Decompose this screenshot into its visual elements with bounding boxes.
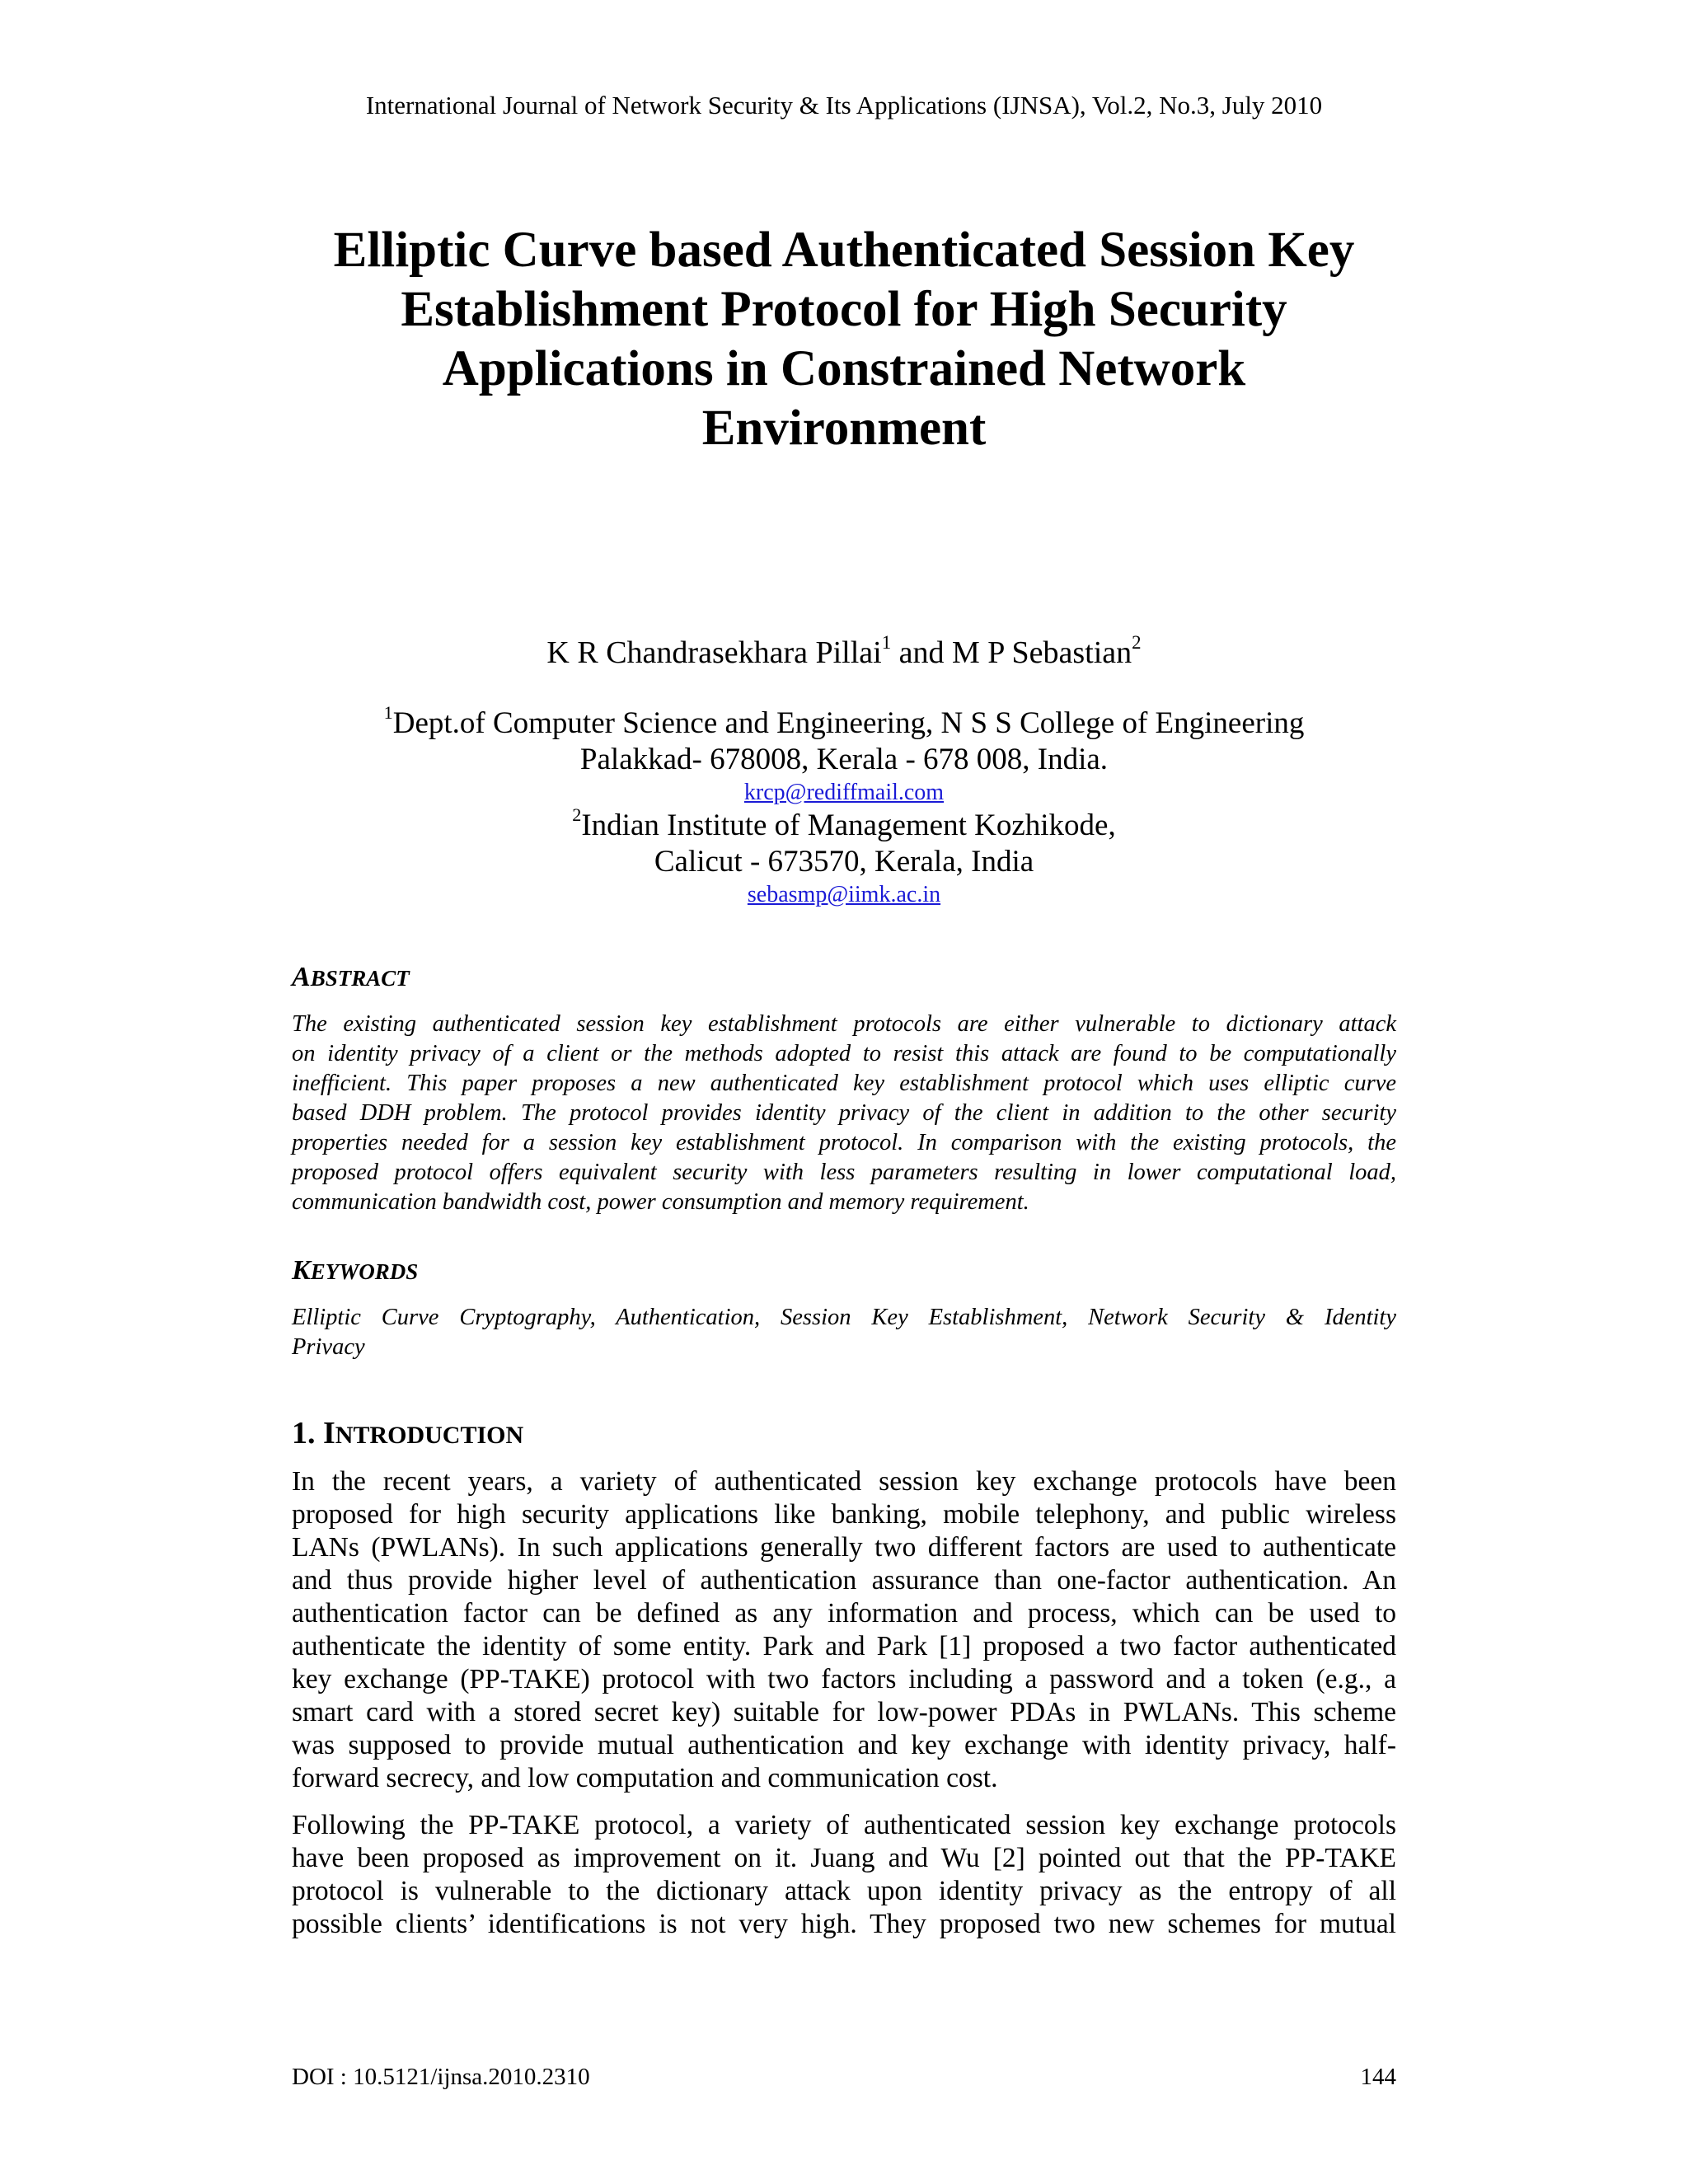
email-link[interactable]: krcp@rediffmail.com bbox=[743, 780, 945, 805]
body-line: proposed for high security applications like banking, mobile telephony, and public wireless bbox=[292, 1499, 1396, 1530]
author-list bbox=[0, 633, 1688, 673]
abstract-heading: ABSTRACT bbox=[292, 962, 410, 992]
author-affil-marker: 2 bbox=[1132, 631, 1142, 653]
keywords-line: Privacy bbox=[292, 1334, 365, 1360]
abstract-line: based DDH problem. The protocol provides identity privacy of the client in addition to the other security bbox=[292, 1100, 1396, 1126]
introduction-heading: 1. INTRODUCTION bbox=[292, 1416, 524, 1451]
abstract-line: on identity privacy of a client or the methods adopted to resist this attack are found to be computationally bbox=[292, 1041, 1396, 1066]
intro-paragraph-1 bbox=[292, 1465, 1396, 1795]
running-header: International Journal of Network Security & Its Applications (IJNSA), Vol.2, No.3, July 2010 bbox=[365, 91, 1323, 120]
email-2 bbox=[0, 881, 1688, 909]
affiliation-2 bbox=[0, 804, 1688, 844]
abstract-line: communication bandwidth cost, power consumption and memory requirement. bbox=[292, 1189, 1029, 1215]
title-line: Applications in Constrained Network bbox=[442, 341, 1246, 396]
abstract-line: properties needed for a session key establishment protocol. In comparison with the existing protocols, the bbox=[292, 1130, 1396, 1155]
paper-title bbox=[247, 221, 1441, 458]
body-line: protocol is vulnerable to the dictionary attack upon identity privacy as the entropy of all bbox=[292, 1876, 1396, 1906]
abstract-text bbox=[292, 1010, 1396, 1217]
body-line: key exchange (PP-TAKE) protocol with two factors including a password and a token (e.g., a bbox=[292, 1664, 1396, 1694]
abstract-line: proposed protocol offers equivalent security with less parameters resulting in lower computational load, bbox=[292, 1160, 1396, 1185]
body-line: In the recent years, a variety of authenticated session key exchange protocols have been bbox=[292, 1466, 1396, 1497]
author-affil-marker: 1 bbox=[881, 631, 892, 653]
email-1 bbox=[0, 779, 1688, 807]
email-link[interactable]: sebasmp@iimk.ac.in bbox=[747, 882, 941, 907]
body-line: LANs (PWLANs). In such applications generally two different factors are used to authenticate bbox=[292, 1532, 1396, 1563]
keywords-heading: KEYWORDS bbox=[292, 1255, 419, 1286]
body-line: authentication factor can be defined as any information and process, which can be used to bbox=[292, 1598, 1396, 1629]
page-number: 144 bbox=[1360, 2064, 1396, 2090]
affil-marker: 1 bbox=[383, 702, 393, 724]
title-line: Elliptic Curve based Authenticated Session Key bbox=[333, 223, 1355, 278]
affiliation-text: Indian Institute of Management Kozhikode, bbox=[581, 808, 1116, 842]
affil-marker: 2 bbox=[572, 804, 582, 826]
author-name: K R Chandrasekhara Pillai bbox=[546, 635, 882, 670]
body-line: was supposed to provide mutual authentication and key exchange with identity privacy, half- bbox=[292, 1730, 1396, 1760]
body-line: Following the PP-TAKE protocol, a variety of authenticated session key exchange protocols bbox=[292, 1810, 1396, 1840]
keywords-text bbox=[292, 1303, 1396, 1362]
body-line: have been proposed as improvement on it. Juang and Wu [2] pointed out that the PP-TAKE bbox=[292, 1843, 1396, 1873]
title-line: Environment bbox=[701, 401, 987, 456]
body-line: authenticate the identity of some entity. Park and Park [1] proposed a two factor authenticated bbox=[292, 1631, 1396, 1661]
affiliation-text: Dept.of Computer Science and Engineering, N S S College of Engineering bbox=[392, 706, 1305, 740]
doi: DOI : 10.5121/ijnsa.2010.2310 bbox=[292, 2064, 590, 2090]
affiliation-2-address: Calicut - 673570, Kerala, India bbox=[654, 845, 1034, 879]
affiliation-1-address: Palakkad- 678008, Kerala - 678 008, India. bbox=[579, 743, 1109, 776]
section-number: 1. bbox=[292, 1416, 316, 1451]
intro-paragraph-2 bbox=[292, 1809, 1396, 1941]
body-line: forward secrecy, and low computation and communication cost. bbox=[292, 1763, 998, 1793]
abstract-line: inefficient. This paper proposes a new authenticated key establishment protocol which uses elliptic curve bbox=[292, 1071, 1396, 1096]
abstract-line: The existing authenticated session key establishment protocols are either vulnerable to dictionary attack bbox=[292, 1011, 1396, 1037]
author-name: M P Sebastian bbox=[952, 635, 1132, 670]
author-conjunction: and bbox=[898, 635, 945, 670]
affiliation-1 bbox=[0, 702, 1688, 742]
body-line: and thus provide higher level of authentication assurance than one-factor authentication. An bbox=[292, 1565, 1396, 1596]
body-line: possible clients’ identifications is not very high. They proposed two new schemes for mutual bbox=[292, 1909, 1396, 1939]
body-line: smart card with a stored secret key) suitable for low-power PDAs in PWLANs. This scheme bbox=[292, 1697, 1396, 1727]
title-line: Establishment Protocol for High Security bbox=[401, 282, 1287, 337]
keywords-line: Elliptic Curve Cryptography, Authentication, Session Key Establishment, Network Security & Identity bbox=[292, 1305, 1396, 1330]
